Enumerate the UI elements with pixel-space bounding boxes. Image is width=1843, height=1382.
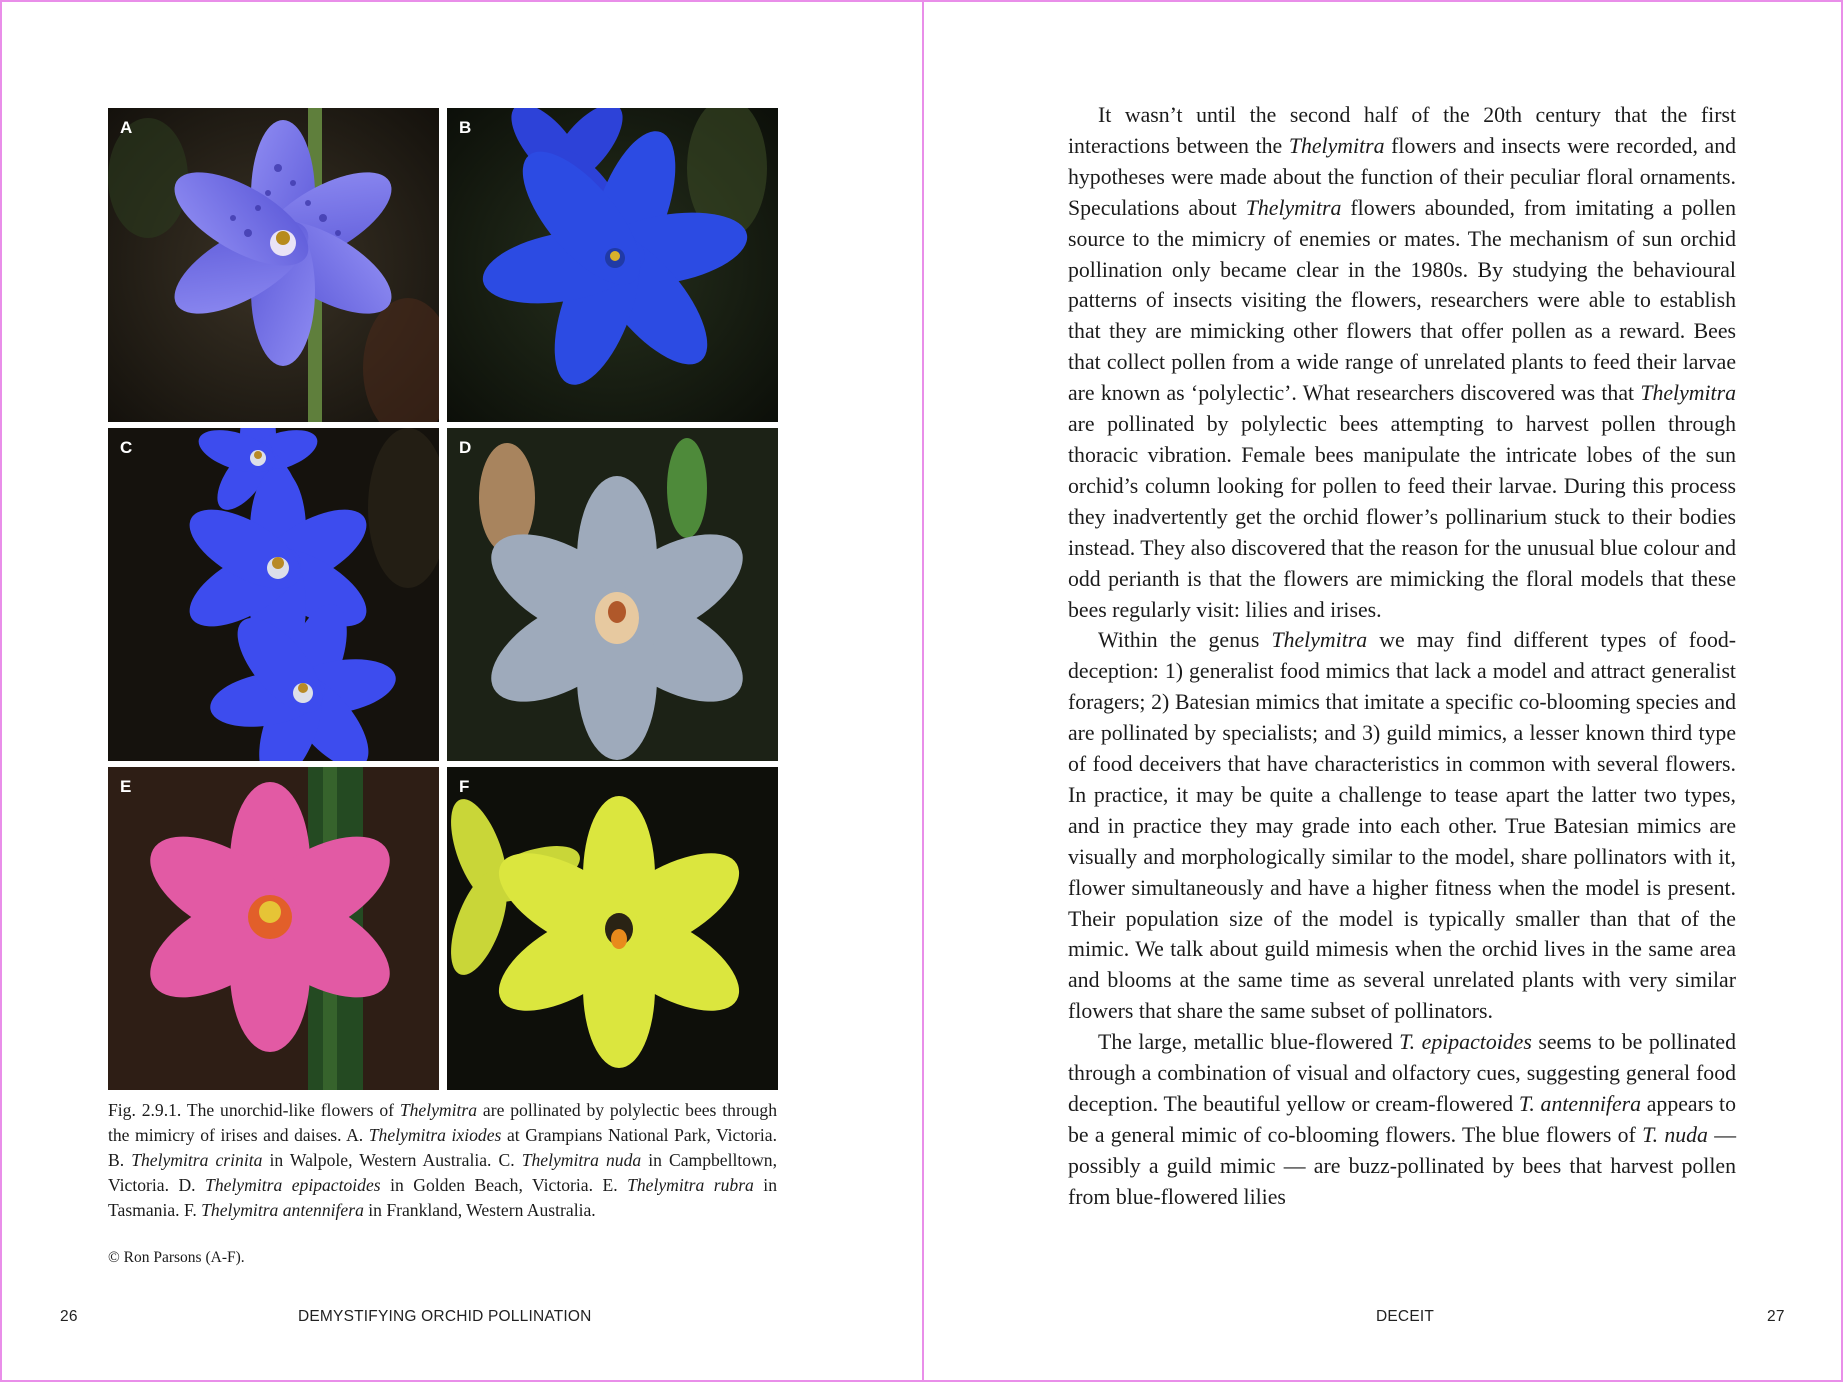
italic-text-run: Thelymitra epipactoides bbox=[205, 1175, 381, 1195]
blue-orchid-cluster-photo bbox=[108, 428, 439, 761]
text-run: in Tasmania. F. bbox=[108, 1175, 777, 1220]
text-run: — possibly a guild mimic — are buzz-pollinated by bees that harvest pollen from blue-flowered lilies bbox=[1068, 1122, 1737, 1209]
panel-label-c: C bbox=[120, 438, 133, 457]
figure-photo-grid bbox=[108, 108, 778, 1090]
pale-blue-grey-orchid-photo bbox=[447, 428, 778, 761]
text-run: we may find different types of food-deception: 1) generalist food mimics that lack a model and attract generalist foragers; 2) Batesian mimics that imitate a specific co-blooming species and are pollinated by specialists; and 3) guild mimics, a lesser known third type of food deceivers that have characteristics in common with several flowers. In practice, it may be quite a challenge to tease apart the latter two types, and in practice they may grade into each other. True Batesian mimics are visually and morphologically similar to the model, share pollinators with it, flower simultaneously and have a higher fitness when the model is present. Their population size of the model is typically smaller than that of the mimic. We talk about guild mimesis when the orchid lives in the same area and blooms at the same time as several unrelated plants with very similar flowers that share the same subset of pollinators. bbox=[1068, 628, 1736, 1024]
text-run: in Campbelltown, Victoria. D. bbox=[108, 1150, 777, 1195]
italic-text-run: Thelymitra bbox=[1245, 195, 1342, 220]
italic-text-run: Thelymitra bbox=[1288, 133, 1385, 158]
body-paragraph bbox=[1068, 625, 1736, 1027]
photo-credit: © Ron Parsons (A-F). bbox=[108, 1249, 245, 1266]
running-head-left: DEMYSTIFYING ORCHID POLLINATION bbox=[298, 1308, 592, 1325]
italic-text-run: T. antennifera bbox=[1518, 1092, 1642, 1116]
page-number-right: 27 bbox=[1767, 1308, 1785, 1325]
italic-text-run: T. epipactoides bbox=[1399, 1030, 1532, 1055]
italic-text-run: Thelymitra bbox=[1271, 628, 1368, 653]
figure-caption bbox=[108, 1098, 777, 1223]
text-run: in Frankland, Western Australia. bbox=[363, 1200, 596, 1220]
text-run: are pollinated by polylectic bees attempting to harvest pollen through thoracic vibration. Female bees manipulate the intricate lobes of the sun orchid’s column looking for pollen to feed their larvae. During this process they inadvertently get the orchid flower’s pollinarium stuck to their bodies instead. They also discovered that the reason for the unusual blue colour and odd perianth is that the flowers are mimicking the floral models that these bees regularly visit: lilies and irises. bbox=[1068, 412, 1736, 622]
text-run: Within the genus bbox=[1098, 628, 1272, 653]
panel-label-a: A bbox=[120, 118, 133, 137]
text-run: It wasn’t until the second half of the 20th century that the first interactions between the bbox=[1068, 103, 1736, 158]
photo-panel-c bbox=[108, 428, 439, 761]
text-run: are pollinated by polylectic bees through the mimicry of irises and daises. A. bbox=[108, 1100, 777, 1145]
blue-spotted-orchid-photo bbox=[108, 108, 439, 422]
italic-text-run: Thelymitra antennifera bbox=[201, 1200, 364, 1220]
italic-text-run: Thelymitra ixiodes bbox=[368, 1125, 502, 1145]
text-run: flowers and insects were recorded, and hypotheses were made about the function of their peculiar floral ornaments. Speculations about bbox=[1068, 133, 1736, 220]
text-run: flowers abounded, from imitating a pollen source to the mimicry of enemies or mates. The mechanism of sun orchid pollination only became clear in the 1980s. By studying the behavioural patterns of insects visiting the flowers, researchers were able to establish that they are mimicking other flowers that offer pollen as a reward. Bees that collect pollen from a wide range of unrelated plants to feed their larvae are known as ‘polylectic’. What researchers discovered was that bbox=[1068, 195, 1736, 406]
photo-panel-a bbox=[108, 108, 439, 422]
italic-text-run: Thelymitra nuda bbox=[521, 1150, 642, 1170]
running-head-right: DECEIT bbox=[1376, 1308, 1435, 1325]
text-run: in Walpole, Western Australia. C. bbox=[262, 1150, 522, 1170]
page-number-left: 26 bbox=[60, 1308, 78, 1325]
yellow-orchid-photo bbox=[447, 767, 778, 1090]
text-run: appears to be a general mimic of co-blooming flowers. The blue flowers of bbox=[1068, 1092, 1736, 1147]
body-paragraph bbox=[1068, 1027, 1736, 1212]
panel-label-b: B bbox=[459, 118, 472, 137]
panel-label-d: D bbox=[459, 438, 472, 457]
text-run: seems to be pollinated through a combination of visual and olfactory cues, suggesting general food deception. The beautiful yellow or cream-flowered bbox=[1068, 1030, 1736, 1116]
blue-orchid-photo bbox=[447, 108, 778, 422]
text-run: in Golden Beach, Victoria. E. bbox=[380, 1175, 628, 1195]
italic-text-run: Thelymitra bbox=[399, 1100, 478, 1120]
body-text bbox=[1068, 100, 1736, 1213]
italic-text-run: Thelymitra bbox=[1640, 381, 1736, 406]
photo-panel-e bbox=[108, 767, 439, 1090]
text-run: at Grampians National Park, Victoria. B. bbox=[108, 1125, 777, 1170]
pink-orchid-photo bbox=[108, 767, 439, 1090]
italic-text-run: Thelymitra crinita bbox=[131, 1150, 263, 1170]
text-run: Fig. 2.9.1. The unorchid-like flowers of bbox=[108, 1100, 400, 1120]
panel-label-f: F bbox=[459, 777, 470, 796]
photo-panel-d bbox=[447, 428, 778, 761]
panel-label-e: E bbox=[120, 777, 132, 796]
italic-text-run: T. nuda bbox=[1642, 1122, 1708, 1147]
photo-panel-b bbox=[447, 108, 778, 422]
italic-text-run: Thelymitra rubra bbox=[627, 1175, 754, 1195]
text-run: The large, metallic blue-flowered bbox=[1098, 1030, 1400, 1055]
photo-panel-f bbox=[447, 767, 778, 1090]
body-paragraph bbox=[1068, 100, 1736, 625]
